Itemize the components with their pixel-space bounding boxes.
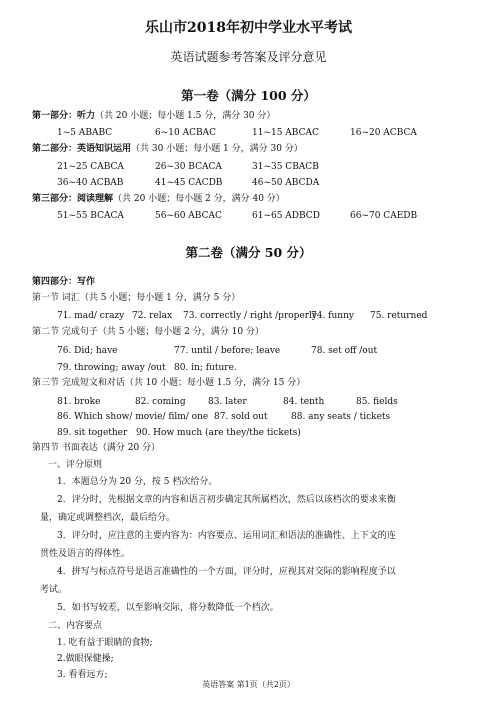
page-title: 乐山市2018年初中学业水平考试 bbox=[145, 20, 352, 36]
answer-group: 36~40 ACBAB bbox=[57, 178, 124, 188]
answer-group: 56~60 ABCAC bbox=[155, 211, 222, 221]
principle-line: 4．拼写与标点符号是语言准确性的一个方面，评分时，应视其对交际的影响程度予以 bbox=[57, 567, 396, 577]
answer-item: 74. funny bbox=[311, 311, 354, 321]
points-title: 二、内容要点 bbox=[48, 621, 103, 631]
principle-line: 3．评分时，应注意的主要内容为：内容要点、运用词汇和语法的准确性、上下文的连 bbox=[57, 531, 396, 541]
answer-group: 21~25 CABCA bbox=[57, 162, 124, 172]
answer-item: 77. until / before; leave bbox=[174, 346, 281, 356]
answer-item: 78. set off /out bbox=[311, 346, 378, 356]
principle-line: 2．评分时，先根据文章的内容和语言初步确定其所属档次，然后以该档次的要求来衡 bbox=[57, 495, 396, 505]
volume2-heading: 第二卷（满分 50 分） bbox=[185, 245, 312, 260]
answer-item: 75. returned bbox=[370, 311, 428, 321]
page-subtitle: 英语试题参考答案及评分意见 bbox=[170, 50, 327, 64]
answer-item: 90. How much (are they/the tickets) bbox=[136, 428, 301, 438]
answer-item: 72. relax bbox=[132, 311, 173, 321]
answer-item: 81. broke bbox=[57, 397, 101, 407]
part2-label: 第二部分：英语知识运用 bbox=[32, 144, 132, 154]
volume1-heading: 第一卷（满分 100 分） bbox=[181, 88, 316, 103]
answer-item: 76. Did; have bbox=[57, 346, 118, 356]
answer-item: 82. coming bbox=[135, 397, 186, 407]
answer-group: 46~50 ABCDA bbox=[252, 178, 320, 188]
part2-heading bbox=[32, 144, 303, 155]
answer-item: 86. Which show/ movie/ film/ one bbox=[57, 412, 209, 422]
part1-label: 第一部分：听力 bbox=[32, 111, 96, 121]
part4-heading: 第四部分：写作 bbox=[32, 277, 96, 287]
principle-line: 1．本题总分为 20 分，按 5 档次给分。 bbox=[57, 477, 218, 487]
answer-item: 71. mad/ crazy bbox=[57, 311, 125, 321]
part1-note: （共 20 小题；每小题 1.5 分，满分 30 分） bbox=[95, 111, 276, 121]
answer-group: 31~35 CBACB bbox=[252, 162, 319, 172]
answer-item: 79. throwing; away /out bbox=[57, 363, 166, 373]
content-point: 1. 吃有益于眼睛的食物; bbox=[57, 638, 153, 648]
principles-title: 一、评分原则 bbox=[48, 460, 103, 470]
principle-line: 贯性及语言的得体性。 bbox=[40, 549, 131, 559]
answer-group: 11~15 ABCAC bbox=[252, 128, 319, 138]
page-footer: 英语答案 第1页（共2页） bbox=[202, 680, 295, 689]
section1-heading: 第一节 词汇（共 5 小题；每小题 1 分，满分 5 分） bbox=[32, 293, 241, 303]
answer-group: 26~30 BCACA bbox=[155, 162, 222, 172]
principle-line: 量，确定或调整档次，最后给分。 bbox=[40, 513, 176, 523]
answer-group: 66~70 CAEDB bbox=[350, 211, 418, 221]
section4-heading: 第四节 书面表达（满分 20 分） bbox=[32, 443, 161, 453]
answer-item: 89. sit together bbox=[57, 428, 128, 438]
answer-group: 61~65 ADBCD bbox=[252, 211, 320, 221]
section3-heading: 第三节 完成短文和对话（共 10 小题；每小题 1.5 分，满分 15 分） bbox=[32, 378, 306, 388]
content-point: 3. 看看远方; bbox=[57, 670, 108, 680]
answer-item: 88. any seats / tickets bbox=[291, 412, 391, 422]
answer-item: 87. sold out bbox=[214, 412, 268, 422]
part2-note: （共 30 小题；每小题 1 分，满分 30 分） bbox=[131, 144, 303, 154]
answer-group: 1~5 ABABC bbox=[57, 128, 113, 138]
principle-line: 5．如书写较差，以至影响交际，将分数降低一个档次。 bbox=[57, 603, 279, 613]
answer-group: 16~20 ACBCA bbox=[350, 128, 417, 138]
part3-label: 第三部分：阅读理解 bbox=[32, 194, 114, 204]
answer-group: 41~45 CACDB bbox=[155, 178, 223, 188]
answer-item: 83. later bbox=[208, 397, 247, 407]
principle-line: 考试。 bbox=[40, 585, 68, 595]
answer-item: 73. correctly / right /properly bbox=[183, 311, 318, 321]
part1-heading bbox=[32, 111, 275, 122]
answer-group: 51~55 BCACA bbox=[57, 211, 124, 221]
part3-note: （共 20 小题；每小题 2 分，满分 40 分） bbox=[113, 194, 285, 204]
answer-group: 6~10 ACBAC bbox=[155, 128, 216, 138]
answer-item: 80. in; future. bbox=[174, 363, 237, 373]
section2-heading: 第二节 完成句子（共 5 小题；每小题 2 分，满分 10 分） bbox=[32, 327, 264, 337]
answer-item: 84. tenth bbox=[283, 397, 325, 407]
content-point: 2.做眼保健操; bbox=[57, 654, 114, 664]
part3-heading bbox=[32, 194, 285, 205]
answer-item: 85. fields bbox=[356, 397, 398, 407]
